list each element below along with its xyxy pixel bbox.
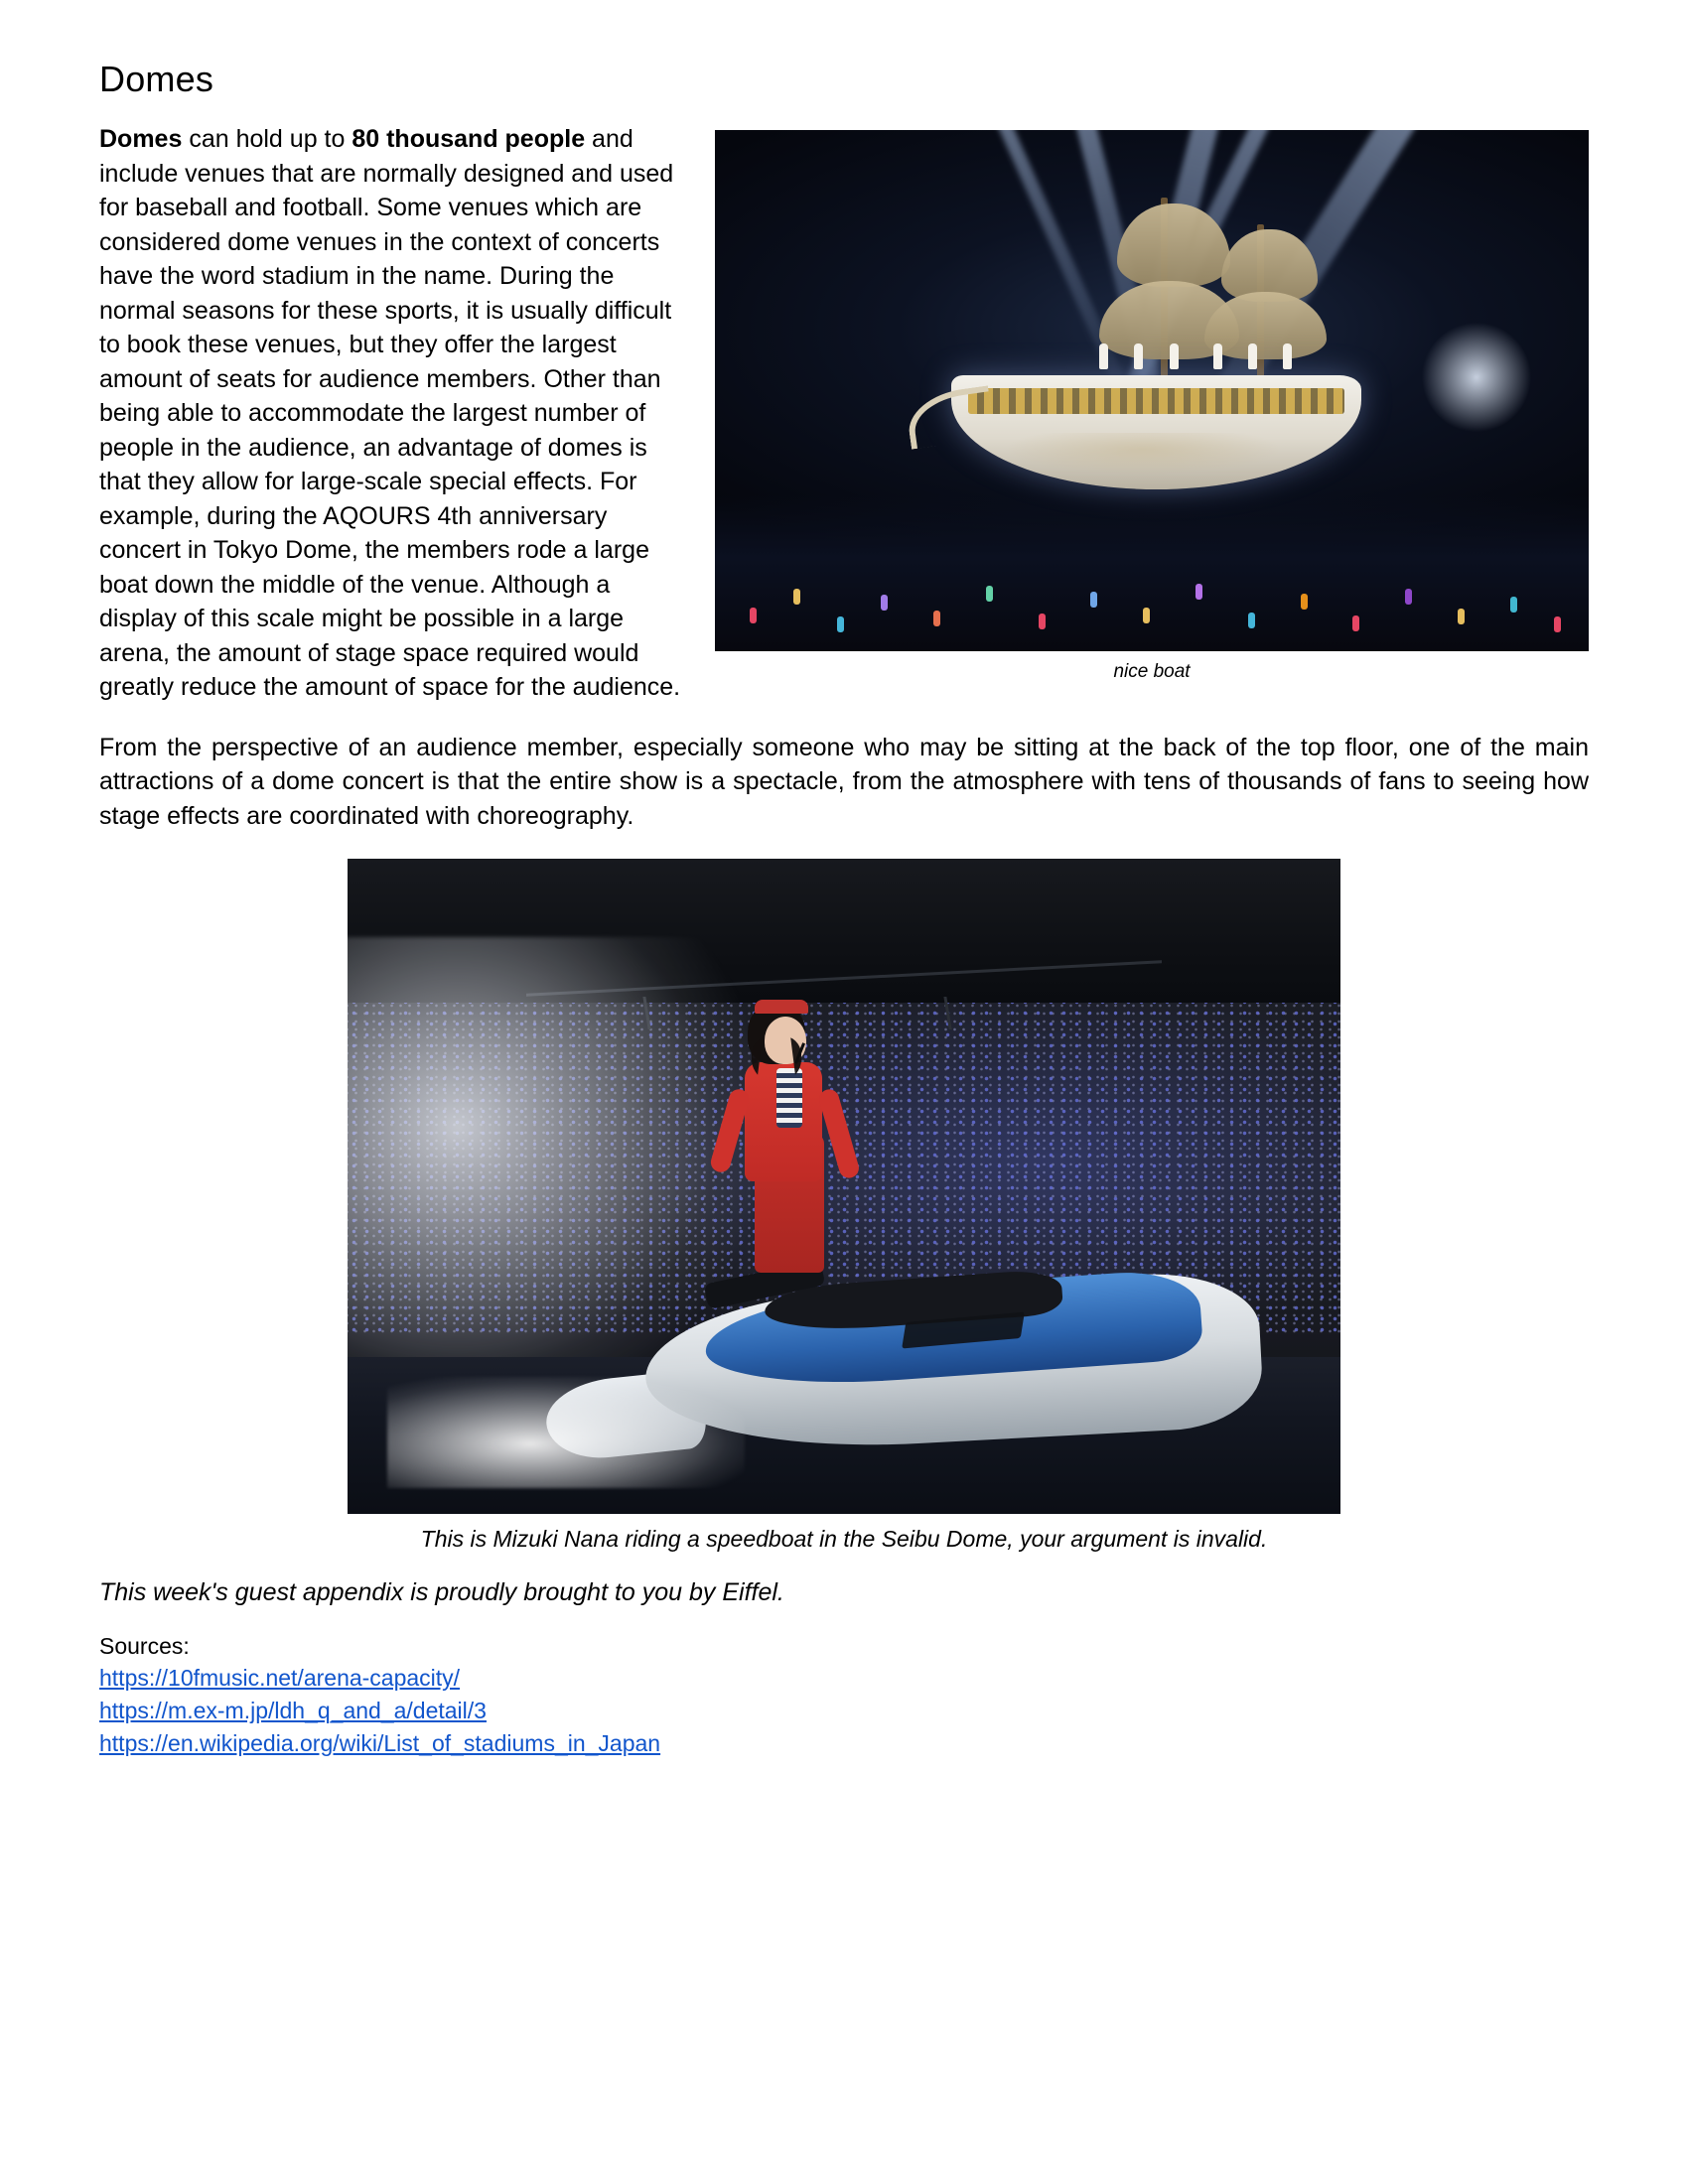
appendix-note: This week's guest appendix is proudly brought to you by Eiffel.	[99, 1578, 784, 1607]
glowstick	[750, 608, 757, 623]
paragraph1-part1: can hold up to	[182, 125, 352, 154]
intro-block	[99, 122, 1589, 731]
performer-figure	[1099, 343, 1108, 369]
glowstick	[881, 595, 888, 611]
glowstick	[1458, 609, 1465, 624]
glowstick	[1510, 597, 1517, 613]
glowstick	[837, 616, 844, 632]
glowstick	[1405, 589, 1412, 605]
source-link-wikipedia-stadiums[interactable]: https://en.wikipedia.org/wiki/List_of_stadiums_in_Japan	[99, 1729, 661, 1756]
glowstick	[933, 611, 940, 626]
boat-scene	[348, 859, 1340, 1514]
figure-ship-concert	[715, 130, 1589, 683]
performer-figure	[1248, 343, 1257, 369]
performer-headband	[755, 1000, 808, 1014]
water-spray	[387, 1377, 745, 1488]
glowstick	[986, 586, 993, 602]
ship-scene	[715, 130, 1589, 651]
source-link-arena-capacity[interactable]: https://10fmusic.net/arena-capacity/	[99, 1665, 461, 1692]
performer-figure	[1134, 343, 1143, 369]
glowstick	[1143, 608, 1150, 623]
glowstick	[793, 589, 800, 605]
ship-hull-ornament	[1003, 433, 1283, 475]
bold-80-thousand-people: 80 thousand people	[352, 125, 586, 154]
paragraph1-rest: and include venues that are normally designed and used for baseball and football. Some venues which are considered dome venues in the context of concerts have the word stadium in the name. During the normal seasons for these sports, it is usually difficult to book these venues, but they offer the largest amount of seats for audience members. Other than being able to accommodate the largest number of people in the audience, an advantage of domes is that they allow for large-scale special effects. For example, during the AQOURS 4th anniversary concert in Tokyo Dome, the members rode a large boat down the middle of the venue. Although a display of this scale might be possible in a large arena, the amount of stage space required would greatly reduce the amount of space for the audience.	[99, 125, 681, 702]
paragraph-audience-perspective: From the perspective of an audience member, especially someone who may be sitting at the back of the top floor, one of the main attractions of a dome concert is that the entire show is a spectacle, from the atmosphere with tens of thousands of fans to seeing how stage effects are coordinated with choreography.	[99, 733, 1589, 830]
performer-figure	[1213, 343, 1222, 369]
glowstick	[1352, 615, 1359, 631]
figure-caption-speedboat: This is Mizuki Nana riding a speedboat in the Seibu Dome, your argument is invalid.	[420, 1526, 1268, 1553]
photo-mizuki-nana-speedboat	[348, 859, 1340, 1514]
source-link-ldh-qa[interactable]: https://m.ex-m.jp/ldh_q_and_a/detail/3	[99, 1697, 487, 1723]
spotlight-glow	[1417, 318, 1536, 437]
glowstick	[1196, 584, 1202, 600]
lead-bold-domes: Domes	[99, 125, 183, 154]
glowstick	[1090, 592, 1097, 608]
glowstick	[1554, 616, 1561, 632]
figure-caption-ship: nice boat	[1113, 661, 1191, 683]
performer-figure	[1170, 343, 1179, 369]
page-title: Domes	[99, 59, 214, 99]
glowstick	[1039, 614, 1046, 629]
photo-aqours-boat	[715, 130, 1589, 651]
performer-figure	[1283, 343, 1292, 369]
figure-speedboat	[348, 859, 1340, 1553]
sources-label: Sources:	[99, 1633, 190, 1660]
glowstick	[1301, 594, 1308, 610]
ship-hull-stripe	[968, 388, 1343, 414]
glowstick	[1248, 613, 1255, 628]
performer-shirt	[776, 1068, 802, 1128]
audience-area	[715, 495, 1589, 652]
